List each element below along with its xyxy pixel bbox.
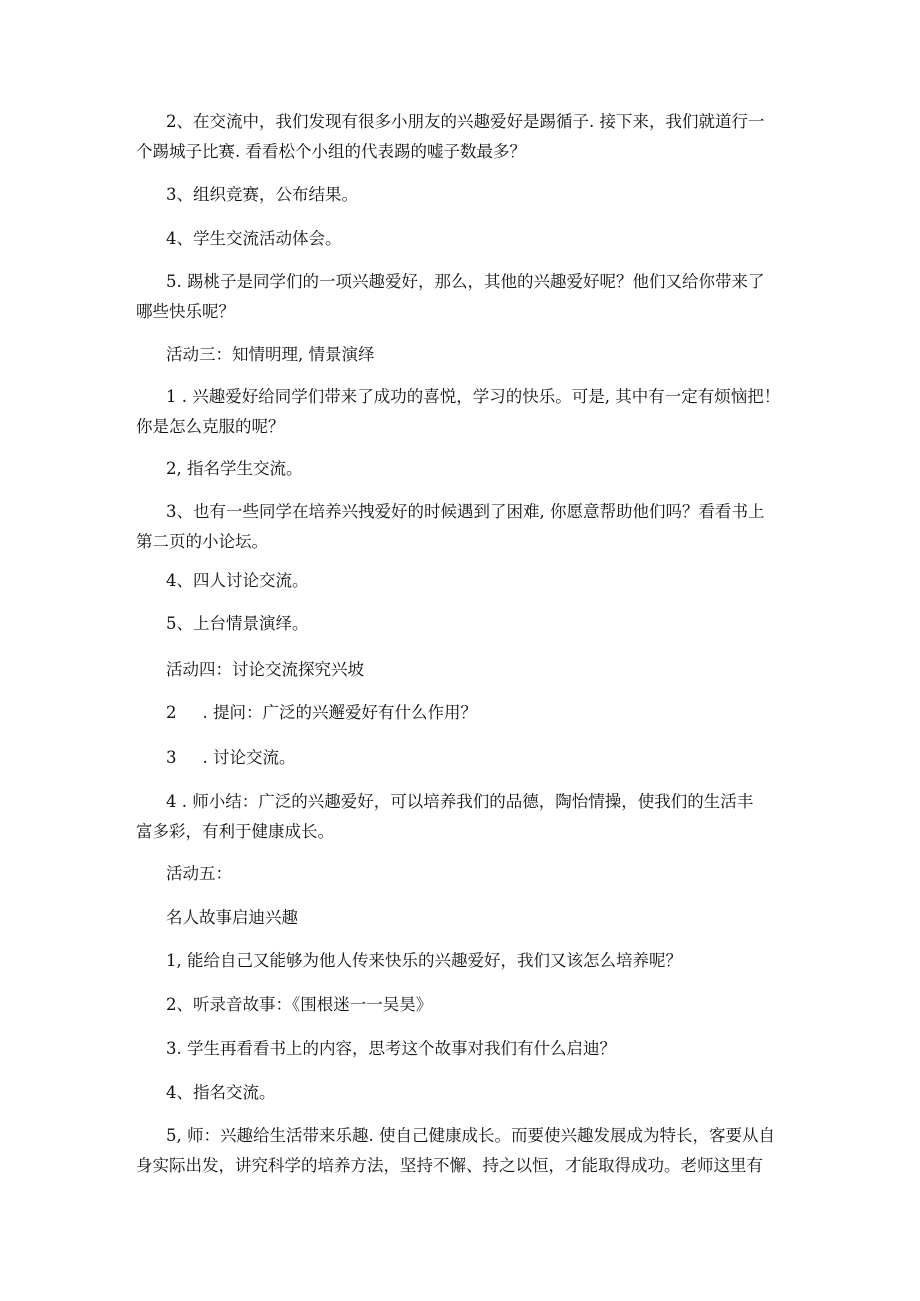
paragraph-activity-5-step-5 [136, 1121, 796, 1181]
paragraph-activity-4-step-2 [136, 698, 796, 728]
text-line: 3. 学生再看看书上的内容，思考这个故事对我们有什么启迪？ [166, 1039, 616, 1058]
text-line: 5. 踢桃子是同学们的一项兴趣爱好，那么，其他的兴趣爱好呢？他们又给你带来了 [166, 272, 765, 291]
paragraph-activity-5-step-1 [136, 946, 796, 976]
text-line: 你是怎么克服的呢？ [136, 417, 285, 436]
text-line: 4 . 师小结：广泛的兴趣爱好，可以培养我们的品德，陶怡情操，使我们的生活丰 [166, 792, 754, 811]
paragraph-step-5-hobbies [136, 267, 796, 327]
paragraph-activity-5-step-4 [136, 1078, 796, 1108]
paragraph-activity-3-step-1 [136, 382, 796, 442]
paragraph-activity-3-step-5 [136, 609, 796, 639]
paragraph-activity-5-step-3 [136, 1034, 796, 1064]
text-line: 5、上台情景演绎。 [166, 614, 309, 633]
step-text: . 提问：广泛的兴邂爱好有什么作用？ [202, 703, 477, 722]
text-line: 身实际出发，讲究科学的培养方法，坚持不懈、持之以恒，才能取得成功。老师这里有 [136, 1156, 763, 1175]
paragraph-activity-4-step-4 [136, 787, 796, 847]
text-line: 活动三：知情明理, 情景演绎 [166, 345, 375, 364]
step-number: 3 [166, 748, 177, 767]
text-line: 富多彩，有利于健康成长。 [136, 822, 334, 841]
text-line: 2、在交流中，我们发现有很多小朋友的兴趣爱好是踢循子. 接下来，我们就道行一 [166, 112, 765, 131]
text-line: 3、也有一些同学在培养兴拽爱好的时候遇到了困难, 你愿意帮助他们吗？看看书上 [166, 502, 765, 521]
step-number: 2 [166, 703, 177, 722]
section-heading-activity-3 [136, 340, 796, 370]
step-text: . 讨论交流。 [202, 748, 296, 767]
text-line: 5, 师：兴趣给生活带来乐趣. 使自己健康成长。而要使兴趣发展成为特长，客要从自 [166, 1126, 775, 1145]
paragraph-activity-4-step-3 [136, 743, 796, 773]
section-heading-activity-4 [136, 655, 796, 685]
paragraph-step-4-share [136, 224, 796, 254]
text-line: 4、学生交流活动体会。 [166, 229, 342, 248]
paragraph-activity-5-step-2 [136, 990, 796, 1020]
paragraph-activity-3-step-3 [136, 497, 796, 557]
text-line: 1 . 兴趣爱好给同学们带来了成功的喜悦，学习的快乐。可是, 其中有一定有烦恼把！ [166, 387, 781, 406]
text-line: 3、组织竞赛，公布结果。 [166, 185, 358, 204]
paragraph-step-2-exchange [136, 107, 796, 167]
paragraph-activity-3-step-4 [136, 566, 796, 596]
text-line: 2、听录音故事：《围根迷一一吴昊》 [166, 995, 433, 1014]
text-line: 哪些快乐呢？ [136, 302, 235, 321]
text-line: 1, 能给自己又能够为他人传来快乐的兴趣爱好，我们又该怎么培养呢？ [166, 951, 682, 970]
paragraph-activity-3-step-2 [136, 454, 796, 484]
text-line: 名人故事启迪兴趣 [166, 908, 298, 927]
text-line: 活动五： [166, 864, 232, 883]
text-line: 活动四：讨论交流探究兴坡 [166, 660, 364, 679]
text-line: 4、指名交流。 [166, 1083, 276, 1102]
paragraph-step-3-competition [136, 180, 796, 210]
text-line: 个踢城子比赛. 看看松个小组的代表踢的嘘子数最多？ [136, 142, 526, 161]
text-line: 2, 指名学生交流。 [166, 459, 303, 478]
section-subheading-activity-5 [136, 903, 796, 933]
text-line: 4、四人讨论交流。 [166, 571, 309, 590]
text-line: 第二页的小论坛。 [136, 532, 268, 551]
section-heading-activity-5 [136, 859, 796, 889]
